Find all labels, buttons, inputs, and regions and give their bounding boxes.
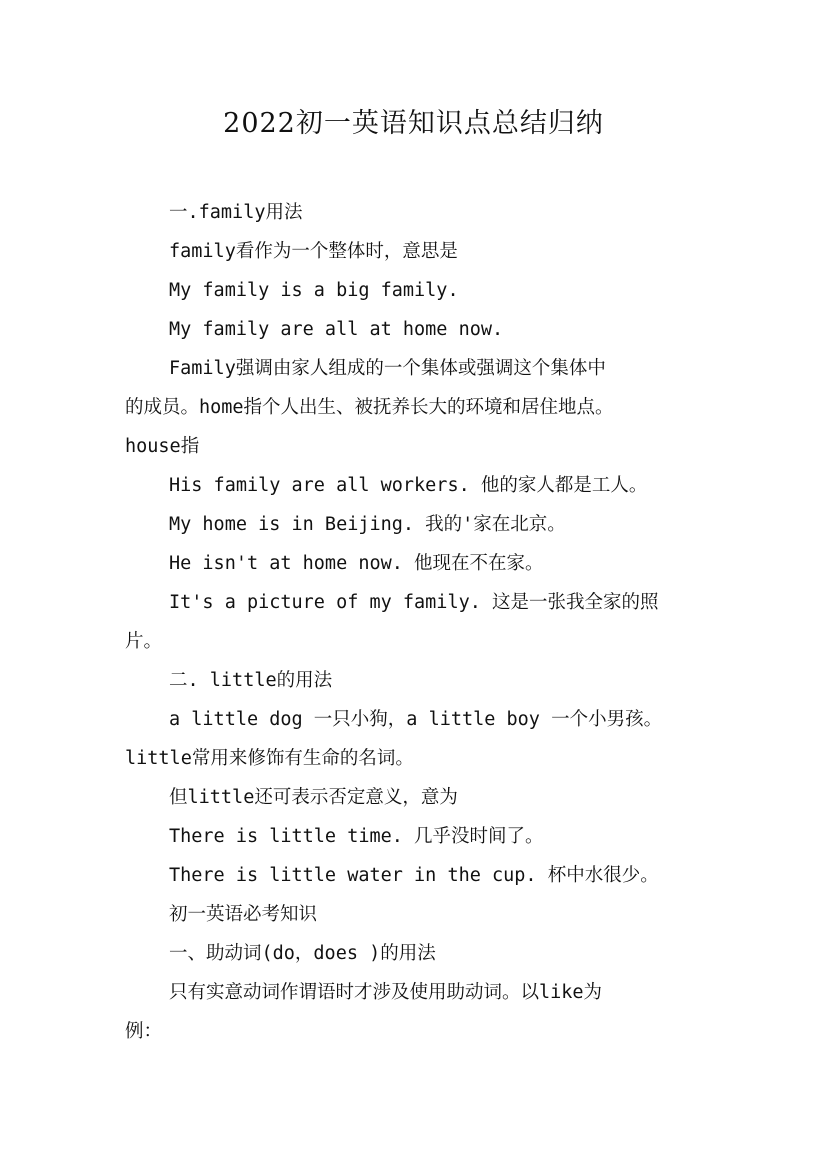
paragraph-line: house指	[125, 436, 200, 457]
paragraph-line: 片。	[125, 631, 163, 652]
example-sentence: It's a picture of my family. 这是一张我全家的照	[169, 592, 659, 613]
example-sentence: My family is a big family.	[169, 280, 459, 301]
example-sentence: My family are all at home now.	[169, 319, 504, 340]
paragraph-line: 只有实意动词作谓语时才涉及使用助动词。以like为	[169, 982, 603, 1003]
paragraph: 但little还可表示否定意义，意为	[169, 787, 458, 808]
example-sentence: My home is in Beijing. 我的'家在北京。	[169, 514, 566, 535]
document-title: 2022初一英语知识点总结归纳	[223, 108, 604, 139]
example-sentence: There is little water in the cup. 杯中水很少。	[169, 865, 659, 886]
section-heading-family: 一.family用法	[169, 202, 303, 223]
document-body	[125, 193, 710, 1051]
section-heading-little: 二. little的用法	[169, 670, 333, 691]
paragraph-line: 的成员。home指个人出生、被抚养长大的环境和居住地点。	[125, 397, 614, 418]
example-sentence: There is little time. 几乎没时间了。	[169, 826, 544, 847]
example-sentence: His family are all workers. 他的家人都是工人。	[169, 475, 648, 496]
paragraph: family看作为一个整体时，意思是	[169, 241, 458, 262]
section-heading-auxiliary: 一、助动词(do，does )的用法	[169, 943, 436, 964]
paragraph-line: Family强调由家人组成的一个集体或强调这个集体中	[169, 358, 606, 379]
section-heading-exam: 初一英语必考知识	[169, 904, 318, 925]
example-sentence: a little dog 一只小狗，a little boy 一个小男孩。	[169, 709, 663, 730]
paragraph-line: 例：	[125, 1021, 163, 1042]
paragraph-line: little常用来修饰有生命的名词。	[125, 748, 414, 769]
example-sentence: He isn't at home now. 他现在不在家。	[169, 553, 544, 574]
